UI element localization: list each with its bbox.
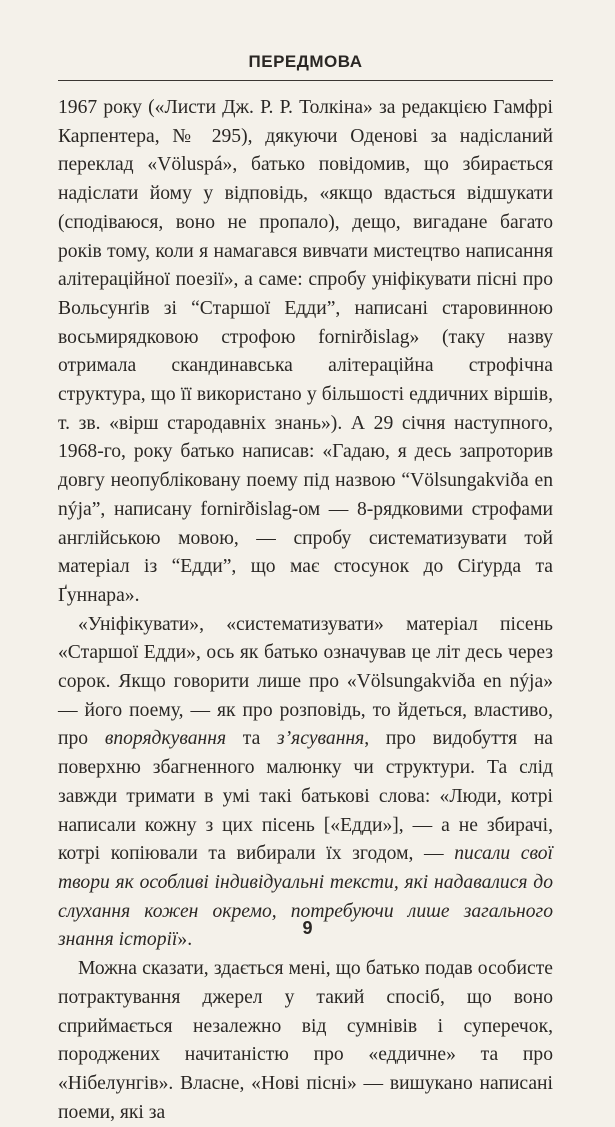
paragraph-2-italic-quote: писали свої твори як особливі індивідуальні тексти, які надавалися до слухання кожен окремо, потребуючи лише загального знання історії xyxy=(58,843,553,951)
paragraph-1 xyxy=(58,94,553,611)
paragraph-1-text: 1967 року («Листи Дж. Р. Р. Толкіна» за редакцією Гамфрі Карпентера, № 295), дякуючи Оденові за надісланий переклад «Völuspá», батько повідомив, що збирається надіслати йому у відповідь, «якщо вдасться відшукати (сподіваюся, воно не пропало), дещо, вигадане багато років тому, коли я намагався вивчати мистецтво написання алітераційної поезії», а саме: спробу уніфікувати пісні про Вольсунґів зі “Старшої Едди”, написані старовинною восьмирядковою строфою fornirðislag» (таку назву отримала скандинавська алітераційна строфічна структура, що її використано у більшості еддичних віршів, т. зв. «вірш стародавніх знань»). А 29 січня наступного, 1968-го, року батько написав: «Гадаю, я десь запроторив довгу неопубліковану поему під назвою “Völsungakviða en nýja”, написану fornirðislag-ом — 8-рядковими строфами англійською мовою, — спробу систематизувати той матеріал із “Едди”, що має стосунок до Сіґурда та Ґуннара». xyxy=(58,97,553,606)
paragraph-2-italic-ordering: впорядкування xyxy=(104,728,227,750)
paragraph-2 xyxy=(58,611,553,955)
paragraph-3 xyxy=(58,955,553,1127)
paragraph-2-run-1: «Уніфікувати», «систематизувати» матеріал пісень «Старшої Едди», ось як батько означував це літ десь через сорок. Якщо говорити лише про «Völsungakviða en nýja» — його поему, — як про розповідь, то йдеться, властиво, про xyxy=(58,613,553,750)
paragraph-2-run-5: , про видобуття на поверхню збагненного малюнку чи структури. Та слід завжди тримати в умі такі батькові слова: «Люди, котрі написали кожну з цих пісень [«Едди»], — а не збирачі, котрі копіювали та вибирали їх згодом, — xyxy=(58,728,554,865)
paragraph-2-run-3: та xyxy=(226,728,278,750)
header-rule xyxy=(58,80,553,81)
paragraph-2-italic-clarifying: з’ясування xyxy=(277,728,365,750)
running-header: ПЕРЕДМОВА xyxy=(248,52,363,71)
page-number: 9 xyxy=(302,918,313,938)
body-text xyxy=(58,94,553,1127)
paragraph-2-run-7: ». xyxy=(177,929,193,951)
paragraph-3-text: Можна сказати, здається мені, що батько подав особисте потрактування джерел у такий спосіб, що воно сприймається незалежно від сумнівів і суперечок, породжених начитаністю про «еддичне» та про «Нібелунгів». Власне, «Нові пісні» — вишукано написані поеми, які за xyxy=(58,958,553,1123)
